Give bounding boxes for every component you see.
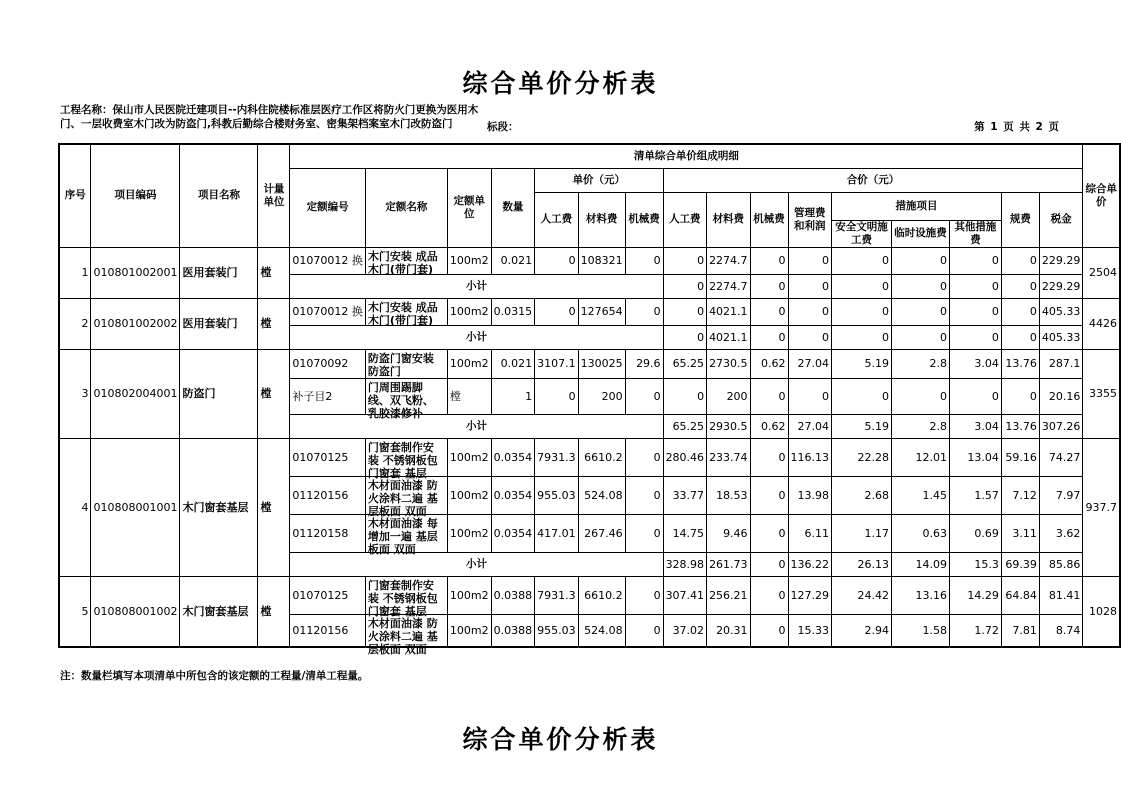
subtotal-cell: 3.04 [949,414,1001,438]
total-price-cell: 0 [750,378,788,414]
subtotal-cell: 0 [750,274,788,298]
unit-price-cell: 955.03 [535,614,579,647]
quota-unit: 100m2 [447,514,491,552]
total-price-cell: 33.77 [663,476,707,514]
quota-code: 01120156 [290,476,366,514]
quota-name [365,298,447,325]
quota-code: 01070012 换 [290,247,366,274]
page-info: 第 1 页 共 2 页 [974,121,1059,133]
comp-unit-price: 4426 [1083,298,1120,349]
subtotal-cell: 0 [788,325,832,349]
total-price-cell: 0 [750,576,788,614]
unit-price-cell: 0 [535,378,579,414]
subtotal-cell: 85.86 [1039,552,1083,576]
total-price-cell: 0 [750,438,788,476]
total-price-cell: 7.81 [1001,614,1039,647]
quota-name [365,378,447,420]
quota-unit: 100m2 [447,247,491,274]
subtotal-label: 小计 [290,274,663,298]
subtotal-cell: 69.39 [1001,552,1039,576]
quota-name-text: 木门安装 成品木门(带门套) [367,300,438,327]
subtotal-cell: 136.22 [788,552,832,576]
header-quota-unit: 定额单位 [447,168,491,247]
item-code: 010802004001 [91,349,180,438]
item-seq: 2 [59,298,91,349]
total-price-cell: 15.33 [788,614,832,647]
total-price-cell: 37.02 [663,614,707,647]
quota-name [365,514,447,556]
subtotal-cell: 0 [832,325,892,349]
total-price-cell: 0 [1001,378,1039,414]
unit-price-cell: 29.6 [625,349,663,378]
item-unit: 樘 [258,349,290,438]
header-qty: 数量 [491,168,535,247]
table-row [59,576,1120,614]
item-seq: 5 [59,576,91,647]
total-price-cell: 0 [1001,247,1039,274]
quota-name-text: 门窗套制作安装 不锈钢板包门窗套 基层 [367,578,438,618]
unit-price-cell: 0 [625,514,663,552]
total-price-cell: 0 [663,378,707,414]
comp-unit-price: 3355 [1083,349,1120,438]
total-price-cell: 4021.1 [707,298,751,325]
quota-unit: 100m2 [447,476,491,514]
unit-price-cell: 0 [625,476,663,514]
quota-name [365,576,447,618]
subtotal-cell: 2274.7 [707,274,751,298]
header-t-labor: 人工费 [663,192,707,247]
unit-price-cell: 6610.2 [578,438,625,476]
subtotal-cell: 405.33 [1039,325,1083,349]
item-name: 木门窗套基层 [180,576,258,647]
quota-qty: 0.0388 [491,576,535,614]
total-price-cell: 2.68 [832,476,892,514]
total-price-cell: 0 [949,378,1001,414]
subtotal-cell: 0 [1001,325,1039,349]
header-name: 项目名称 [180,144,258,247]
total-price-cell: 2.8 [892,349,950,378]
header-detail: 清单综合单价组成明细 [290,144,1083,168]
item-unit: 樘 [258,298,290,349]
total-price-cell: 0 [832,247,892,274]
unit-price-cell: 7931.3 [535,438,579,476]
table-row [59,349,1120,378]
subtotal-cell: 0 [832,274,892,298]
subtotal-cell: 5.19 [832,414,892,438]
unit-price-cell: 0 [625,298,663,325]
table-row [59,298,1120,325]
quota-name [365,349,447,378]
item-unit: 樘 [258,576,290,647]
total-price-cell: 0 [1001,298,1039,325]
subtotal-cell: 0 [892,325,950,349]
item-code: 010801002001 [91,247,180,298]
quota-qty: 0.0354 [491,514,535,552]
header-u-machine: 机械费 [625,192,663,247]
total-price-cell: 127.29 [788,576,832,614]
total-price-cell: 287.1 [1039,349,1083,378]
total-price-cell: 1.57 [949,476,1001,514]
total-price-cell: 2.94 [832,614,892,647]
quota-qty: 0.021 [491,247,535,274]
total-price-cell: 5.19 [832,349,892,378]
total-price-cell: 0 [892,298,950,325]
total-price-cell: 81.41 [1039,576,1083,614]
subtotal-cell: 0 [788,274,832,298]
total-price-cell: 0 [949,298,1001,325]
subtotal-cell: 261.73 [707,552,751,576]
total-price-cell: 405.33 [1039,298,1083,325]
total-price-cell: 0 [750,247,788,274]
total-price-cell: 229.29 [1039,247,1083,274]
unit-price-cell: 7931.3 [535,576,579,614]
total-price-cell: 8.74 [1039,614,1083,647]
unit-price-cell: 127654 [578,298,625,325]
subtotal-cell: 0 [1001,274,1039,298]
header-u-material: 材料费 [578,192,625,247]
header-quota-name: 定额名称 [365,168,447,247]
quota-code: 01070092 [290,349,366,378]
total-price-cell: 3.04 [949,349,1001,378]
subtotal-cell: 0 [949,274,1001,298]
subtotal-cell: 27.04 [788,414,832,438]
header-t-material: 材料费 [707,192,751,247]
total-price-cell: 7.97 [1039,476,1083,514]
comp-unit-price: 1028 [1083,576,1120,647]
header-total-price: 合价（元） [663,168,1083,192]
unit-price-cell: 0 [625,247,663,274]
subtotal-cell: 0.62 [750,414,788,438]
total-price-cell: 13.16 [892,576,950,614]
header-seq: 序号 [59,144,91,247]
quota-name [365,614,447,656]
item-name: 防盗门 [180,349,258,438]
header-unit: 计量单位 [258,144,290,247]
quota-name-text: 防盗门窗安装 防盗门 [367,351,434,378]
total-price-cell: 9.46 [707,514,751,552]
subtotal-label: 小计 [290,552,663,576]
total-price-cell: 0 [750,476,788,514]
total-price-cell: 0.62 [750,349,788,378]
header-quota-code: 定额编号 [290,168,366,247]
subtotal-cell: 26.13 [832,552,892,576]
quota-qty: 0.0315 [491,298,535,325]
header-temp: 临时设施费 [892,220,950,247]
unit-price-cell: 0 [625,378,663,414]
quota-qty: 0.021 [491,349,535,378]
quota-qty: 0.0388 [491,614,535,647]
total-price-cell: 2274.7 [707,247,751,274]
quota-qty: 0.0354 [491,476,535,514]
quota-code: 01070012 换 [290,298,366,325]
item-unit: 樘 [258,247,290,298]
total-price-cell: 0 [949,247,1001,274]
total-price-cell: 116.13 [788,438,832,476]
total-price-cell: 0 [663,247,707,274]
item-seq: 3 [59,349,91,438]
item-seq: 4 [59,438,91,576]
subtotal-cell: 0 [663,325,707,349]
unit-price-cell: 0 [625,576,663,614]
unit-price-cell: 524.08 [578,476,625,514]
total-price-cell: 3.11 [1001,514,1039,552]
subtotal-cell: 229.29 [1039,274,1083,298]
unit-price-cell: 200 [578,378,625,414]
total-price-cell: 3.62 [1039,514,1083,552]
quota-unit: 100m2 [447,438,491,476]
header-fee: 规费 [1001,192,1039,247]
quota-unit: 100m2 [447,576,491,614]
subtotal-cell: 65.25 [663,414,707,438]
total-price-cell: 0 [832,298,892,325]
quota-name-text: 木材面油漆 防火涂料二遍 基层板面 双面 [367,478,438,518]
quota-name-text: 木材面油漆 每增加一遍 基层板面 双面 [367,516,438,556]
unit-price-cell: 6610.2 [578,576,625,614]
quota-unit: 100m2 [447,298,491,325]
subtotal-cell: 2.8 [892,414,950,438]
total-price-cell: 1.58 [892,614,950,647]
total-price-cell: 7.12 [1001,476,1039,514]
total-price-cell: 0 [788,378,832,414]
header-tax: 税金 [1039,192,1083,247]
quota-name [365,476,447,518]
table-row [59,247,1120,274]
total-price-cell: 256.21 [707,576,751,614]
total-price-cell: 2730.5 [707,349,751,378]
total-price-cell: 65.25 [663,349,707,378]
header-u-labor: 人工费 [535,192,579,247]
total-price-cell: 64.84 [1001,576,1039,614]
total-price-cell: 13.04 [949,438,1001,476]
total-price-cell: 0 [892,378,950,414]
total-price-cell: 14.29 [949,576,1001,614]
total-price-cell: 22.28 [832,438,892,476]
subtotal-cell: 15.3 [949,552,1001,576]
quota-name [365,438,447,480]
footnote: 注：数量栏填写本项清单中所包含的该定额的工程量/清单工程量。 [60,670,369,682]
total-price-cell: 13.98 [788,476,832,514]
unit-price-cell: 417.01 [535,514,579,552]
unit-price-cell: 267.46 [578,514,625,552]
header-t-machine: 机械费 [750,192,788,247]
subtotal-cell: 2930.5 [707,414,751,438]
header-other: 其他措施费 [949,220,1001,247]
total-price-cell: 12.01 [892,438,950,476]
header-mgmt: 管理费和利润 [788,192,832,247]
unit-price-cell: 130025 [578,349,625,378]
unit-price-cell: 524.08 [578,614,625,647]
quota-code: 补子目2 [290,378,366,414]
subtotal-cell: 307.26 [1039,414,1083,438]
item-name: 木门窗套基层 [180,438,258,576]
total-price-cell: 27.04 [788,349,832,378]
total-price-cell: 233.74 [707,438,751,476]
total-price-cell: 0 [788,298,832,325]
header-unit-price: 单价（元） [535,168,663,192]
unit-price-cell: 0 [625,438,663,476]
quota-qty: 1 [491,378,535,414]
section-label: 标段： [487,121,519,133]
quota-qty: 0.0354 [491,438,535,476]
subtotal-cell: 0 [892,274,950,298]
subtotal-cell: 0 [949,325,1001,349]
quota-code: 01120156 [290,614,366,647]
quota-name-text: 木材面油漆 防火涂料二遍 基层板面 双面 [367,616,438,656]
subtotal-cell: 0 [750,325,788,349]
total-price-cell: 0 [750,298,788,325]
subtotal-cell: 14.09 [892,552,950,576]
quota-unit: 100m2 [447,349,491,378]
item-code: 010808001001 [91,438,180,576]
total-price-cell: 0 [750,614,788,647]
total-price-cell: 13.76 [1001,349,1039,378]
total-price-cell: 14.75 [663,514,707,552]
header-safety: 安全文明施工费 [832,220,892,247]
subtotal-label: 小计 [290,414,663,438]
subtotal-cell: 4021.1 [707,325,751,349]
subtotal-cell: 328.98 [663,552,707,576]
header-code: 项目编码 [91,144,180,247]
total-price-cell: 307.41 [663,576,707,614]
total-price-cell: 0 [832,378,892,414]
unit-price-cell: 0 [625,614,663,647]
header-comp: 综合单价 [1083,144,1120,247]
quota-code: 01070125 [290,438,366,476]
item-code: 010801002002 [91,298,180,349]
subtotal-cell: 0 [663,274,707,298]
item-unit: 樘 [258,438,290,576]
total-price-cell: 24.42 [832,576,892,614]
total-price-cell: 59.16 [1001,438,1039,476]
total-price-cell: 280.46 [663,438,707,476]
item-name: 医用套装门 [180,298,258,349]
table-row [59,438,1120,476]
total-price-cell: 6.11 [788,514,832,552]
header-measures: 措施项目 [832,192,1002,220]
unit-price-cell: 955.03 [535,476,579,514]
subtotal-label: 小计 [290,325,663,349]
comp-unit-price: 937.7 [1083,438,1120,576]
quota-code: 01120158 [290,514,366,552]
total-price-cell: 0.63 [892,514,950,552]
item-code: 010808001002 [91,576,180,647]
quota-code: 01070125 [290,576,366,614]
quota-unit: 100m2 [447,614,491,647]
quota-unit: 樘 [447,378,491,414]
total-price-cell: 1.17 [832,514,892,552]
quota-name-text: 木门安装 成品木门(带门套) [367,249,438,276]
project-info: 工程名称：保山市人民医院迁建项目--内科住院楼标准层医疗工作区将防火门更换为医用木门、一层收费室木门改为防盗门,科教后勤综合楼财务室、密集架档案室木门改防盗门 [60,104,479,130]
unit-price-cell: 0 [535,247,579,274]
quota-name [365,247,447,274]
total-price-cell: 18.53 [707,476,751,514]
total-price-cell: 74.27 [1039,438,1083,476]
total-price-cell: 0 [892,247,950,274]
next-page-title: 综合单价分析表 [462,725,659,754]
total-price-cell: 20.16 [1039,378,1083,414]
total-price-cell: 0 [750,514,788,552]
total-price-cell: 1.72 [949,614,1001,647]
unit-price-cell: 3107.1 [535,349,579,378]
subtotal-cell: 0 [750,552,788,576]
unit-price-cell: 108321 [578,247,625,274]
item-seq: 1 [59,247,91,298]
total-price-cell: 0 [788,247,832,274]
total-price-cell: 1.45 [892,476,950,514]
total-price-cell: 20.31 [707,614,751,647]
item-name: 医用套装门 [180,247,258,298]
total-price-cell: 0.69 [949,514,1001,552]
comp-unit-price: 2504 [1083,247,1120,298]
page-title: 综合单价分析表 [462,69,659,98]
unit-price-cell: 0 [535,298,579,325]
subtotal-cell: 13.76 [1001,414,1039,438]
total-price-cell: 200 [707,378,751,414]
quota-name-text: 门周围踢脚线、双飞粉、乳胶漆修补 [367,380,434,420]
quota-name-text: 门窗套制作安装 不锈钢板包门窗套 基层 [367,440,438,480]
price-analysis-table [58,143,1121,656]
total-price-cell: 0 [663,298,707,325]
